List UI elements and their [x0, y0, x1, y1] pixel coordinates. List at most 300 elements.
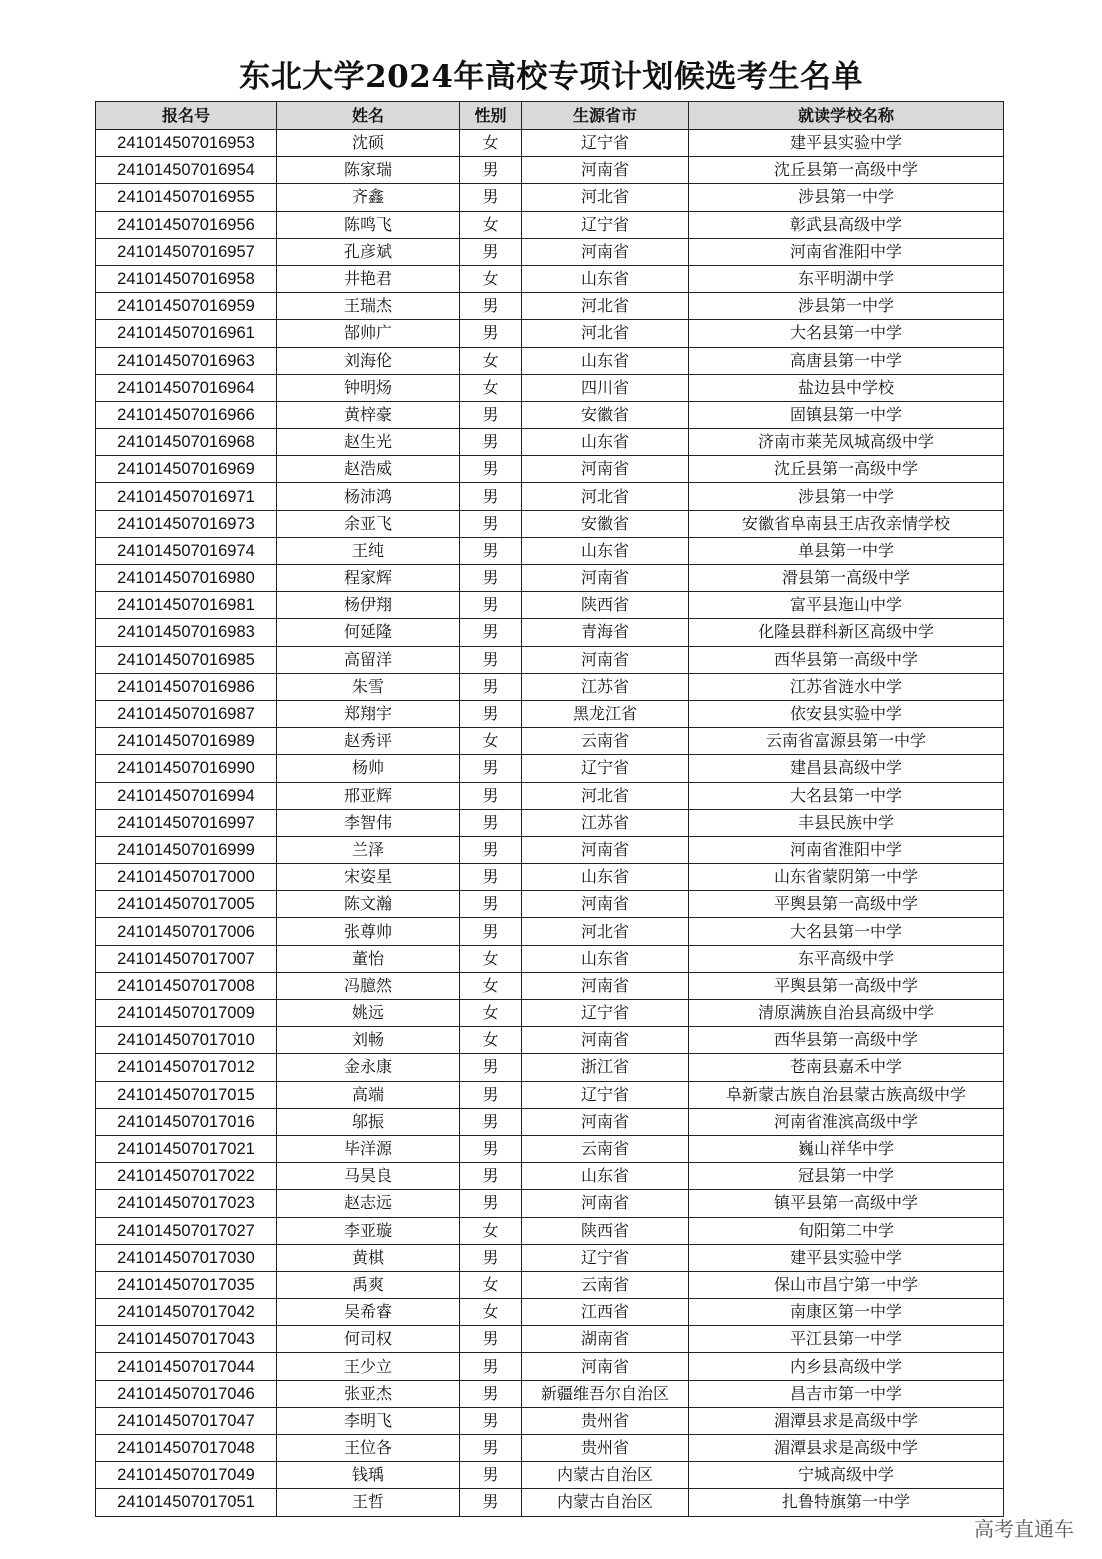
school-cell: 河南省淮阳中学 — [689, 836, 1004, 863]
name-cell: 陈鸣飞 — [277, 211, 460, 238]
table-row — [96, 1299, 1004, 1326]
table-row — [96, 864, 1004, 891]
column-header-name: 姓名 — [277, 102, 460, 130]
name-cell: 冯臆然 — [277, 972, 460, 999]
school-cell: 宁城高级中学 — [689, 1462, 1004, 1489]
table-row — [96, 1027, 1004, 1054]
province-cell: 山东省 — [522, 265, 689, 292]
school-cell: 依安县实验中学 — [689, 700, 1004, 727]
registration-number-cell: 241014507017015 — [96, 1081, 277, 1108]
school-cell: 湄潭县求是高级中学 — [689, 1435, 1004, 1462]
province-cell: 山东省 — [522, 429, 689, 456]
registration-number-cell: 241014507016963 — [96, 347, 277, 374]
registration-number-cell: 241014507016983 — [96, 619, 277, 646]
registration-number-cell: 241014507016987 — [96, 700, 277, 727]
gender-cell: 男 — [460, 157, 522, 184]
gender-cell: 男 — [460, 1163, 522, 1190]
registration-number-cell: 241014507016964 — [96, 374, 277, 401]
column-header-province: 生源省市 — [522, 102, 689, 130]
table-row — [96, 918, 1004, 945]
province-cell: 辽宁省 — [522, 130, 689, 157]
registration-number-cell: 241014507017043 — [96, 1326, 277, 1353]
province-cell: 贵州省 — [522, 1435, 689, 1462]
school-cell: 旬阳第二中学 — [689, 1217, 1004, 1244]
registration-number-cell: 241014507017042 — [96, 1299, 277, 1326]
registration-number-cell: 241014507017016 — [96, 1108, 277, 1135]
registration-number-cell: 241014507016966 — [96, 401, 277, 428]
registration-number-cell: 241014507016969 — [96, 456, 277, 483]
name-cell: 王位各 — [277, 1435, 460, 1462]
province-cell: 江西省 — [522, 1299, 689, 1326]
name-cell: 黄梓豪 — [277, 401, 460, 428]
province-cell: 山东省 — [522, 347, 689, 374]
school-cell: 丰县民族中学 — [689, 809, 1004, 836]
name-cell: 王哲 — [277, 1489, 460, 1516]
school-cell: 昌吉市第一中学 — [689, 1380, 1004, 1407]
province-cell: 江苏省 — [522, 809, 689, 836]
registration-number-cell: 241014507016985 — [96, 646, 277, 673]
table-row — [96, 1244, 1004, 1271]
gender-cell: 男 — [460, 238, 522, 265]
gender-cell: 男 — [460, 1462, 522, 1489]
registration-number-cell: 241014507017005 — [96, 891, 277, 918]
school-cell: 涉县第一中学 — [689, 293, 1004, 320]
school-cell: 彰武县高级中学 — [689, 211, 1004, 238]
school-cell: 东平明湖中学 — [689, 265, 1004, 292]
table-row — [96, 456, 1004, 483]
table-row — [96, 347, 1004, 374]
registration-number-cell: 241014507017021 — [96, 1135, 277, 1162]
gender-cell: 男 — [460, 592, 522, 619]
table-row — [96, 320, 1004, 347]
name-cell: 陈文瀚 — [277, 891, 460, 918]
registration-number-cell: 241014507016974 — [96, 537, 277, 564]
province-cell: 辽宁省 — [522, 755, 689, 782]
name-cell: 陈家瑞 — [277, 157, 460, 184]
school-cell: 河南省淮阳中学 — [689, 238, 1004, 265]
gender-cell: 男 — [460, 1108, 522, 1135]
gender-cell: 男 — [460, 1353, 522, 1380]
province-cell: 河南省 — [522, 456, 689, 483]
table-row — [96, 1462, 1004, 1489]
name-cell: 邢亚辉 — [277, 782, 460, 809]
table-row — [96, 755, 1004, 782]
school-cell: 单县第一中学 — [689, 537, 1004, 564]
school-cell: 内乡县高级中学 — [689, 1353, 1004, 1380]
school-cell: 湄潭县求是高级中学 — [689, 1407, 1004, 1434]
gender-cell: 男 — [460, 293, 522, 320]
school-cell: 阜新蒙古族自治县蒙古族高级中学 — [689, 1081, 1004, 1108]
table-row — [96, 673, 1004, 700]
province-cell: 辽宁省 — [522, 1000, 689, 1027]
table-row — [96, 972, 1004, 999]
gender-cell: 男 — [460, 565, 522, 592]
school-cell: 保山市昌宁第一中学 — [689, 1271, 1004, 1298]
province-cell: 山东省 — [522, 1163, 689, 1190]
gender-cell: 男 — [460, 891, 522, 918]
registration-number-cell: 241014507016973 — [96, 510, 277, 537]
school-cell: 涉县第一中学 — [689, 184, 1004, 211]
province-cell: 辽宁省 — [522, 211, 689, 238]
province-cell: 黑龙江省 — [522, 700, 689, 727]
table-row — [96, 1271, 1004, 1298]
gender-cell: 男 — [460, 836, 522, 863]
school-cell: 沈丘县第一高级中学 — [689, 456, 1004, 483]
registration-number-cell: 241014507016971 — [96, 483, 277, 510]
province-cell: 安徽省 — [522, 510, 689, 537]
registration-number-cell: 241014507016968 — [96, 429, 277, 456]
province-cell: 山东省 — [522, 537, 689, 564]
province-cell: 江苏省 — [522, 673, 689, 700]
name-cell: 郜帅广 — [277, 320, 460, 347]
province-cell: 山东省 — [522, 864, 689, 891]
registration-number-cell: 241014507017051 — [96, 1489, 277, 1516]
name-cell: 高留洋 — [277, 646, 460, 673]
name-cell: 井艳君 — [277, 265, 460, 292]
province-cell: 云南省 — [522, 728, 689, 755]
registration-number-cell: 241014507016980 — [96, 565, 277, 592]
school-cell: 大名县第一中学 — [689, 918, 1004, 945]
table-row — [96, 1000, 1004, 1027]
school-cell: 西华县第一高级中学 — [689, 1027, 1004, 1054]
table-row — [96, 211, 1004, 238]
table-row — [96, 1326, 1004, 1353]
table-row — [96, 700, 1004, 727]
province-cell: 河北省 — [522, 782, 689, 809]
gender-cell: 男 — [460, 864, 522, 891]
gender-cell: 男 — [460, 809, 522, 836]
school-cell: 盐边县中学校 — [689, 374, 1004, 401]
table-row — [96, 238, 1004, 265]
gender-cell: 女 — [460, 1217, 522, 1244]
province-cell: 河北省 — [522, 184, 689, 211]
table-row — [96, 510, 1004, 537]
name-cell: 邬振 — [277, 1108, 460, 1135]
school-cell: 建平县实验中学 — [689, 1244, 1004, 1271]
gender-cell: 男 — [460, 619, 522, 646]
registration-number-cell: 241014507016997 — [96, 809, 277, 836]
school-cell: 涉县第一中学 — [689, 483, 1004, 510]
name-cell: 高端 — [277, 1081, 460, 1108]
gender-cell: 女 — [460, 130, 522, 157]
registration-number-cell: 241014507017008 — [96, 972, 277, 999]
name-cell: 王纯 — [277, 537, 460, 564]
table-row — [96, 537, 1004, 564]
school-cell: 济南市莱芜凤城高级中学 — [689, 429, 1004, 456]
name-cell: 朱雪 — [277, 673, 460, 700]
registration-number-cell: 241014507017023 — [96, 1190, 277, 1217]
table-row — [96, 1135, 1004, 1162]
school-cell: 南康区第一中学 — [689, 1299, 1004, 1326]
table-row — [96, 1353, 1004, 1380]
registration-number-cell: 241014507016954 — [96, 157, 277, 184]
province-cell: 河南省 — [522, 972, 689, 999]
registration-number-cell: 241014507016994 — [96, 782, 277, 809]
registration-number-cell: 241014507017049 — [96, 1462, 277, 1489]
registration-number-cell: 241014507017007 — [96, 945, 277, 972]
registration-number-cell: 241014507016957 — [96, 238, 277, 265]
province-cell: 山东省 — [522, 945, 689, 972]
table-row — [96, 891, 1004, 918]
name-cell: 董怡 — [277, 945, 460, 972]
name-cell: 刘畅 — [277, 1027, 460, 1054]
province-cell: 河南省 — [522, 1353, 689, 1380]
school-cell: 冠县第一中学 — [689, 1163, 1004, 1190]
school-cell: 云南省富源县第一中学 — [689, 728, 1004, 755]
province-cell: 内蒙古自治区 — [522, 1489, 689, 1516]
name-cell: 张亚杰 — [277, 1380, 460, 1407]
school-cell: 平舆县第一高级中学 — [689, 891, 1004, 918]
registration-number-cell: 241014507016959 — [96, 293, 277, 320]
school-cell: 苍南县嘉禾中学 — [689, 1054, 1004, 1081]
province-cell: 新疆维吾尔自治区 — [522, 1380, 689, 1407]
table-row — [96, 1217, 1004, 1244]
name-cell: 禹爽 — [277, 1271, 460, 1298]
column-header-gender: 性别 — [460, 102, 522, 130]
province-cell: 陕西省 — [522, 1217, 689, 1244]
gender-cell: 男 — [460, 483, 522, 510]
table-row — [96, 592, 1004, 619]
province-cell: 河南省 — [522, 157, 689, 184]
school-cell: 平江县第一中学 — [689, 1326, 1004, 1353]
name-cell: 赵志远 — [277, 1190, 460, 1217]
gender-cell: 女 — [460, 374, 522, 401]
school-cell: 山东省蒙阴第一中学 — [689, 864, 1004, 891]
school-cell: 滑县第一高级中学 — [689, 565, 1004, 592]
registration-number-cell: 241014507016953 — [96, 130, 277, 157]
school-cell: 大名县第一中学 — [689, 782, 1004, 809]
school-cell: 江苏省涟水中学 — [689, 673, 1004, 700]
province-cell: 陕西省 — [522, 592, 689, 619]
name-cell: 孔彦斌 — [277, 238, 460, 265]
registration-number-cell: 241014507017044 — [96, 1353, 277, 1380]
registration-number-cell: 241014507016958 — [96, 265, 277, 292]
name-cell: 郑翔宇 — [277, 700, 460, 727]
name-cell: 金永康 — [277, 1054, 460, 1081]
school-cell: 富平县迤山中学 — [689, 592, 1004, 619]
name-cell: 李明飞 — [277, 1407, 460, 1434]
name-cell: 王瑞杰 — [277, 293, 460, 320]
province-cell: 河南省 — [522, 1108, 689, 1135]
school-cell: 固镇县第一中学 — [689, 401, 1004, 428]
school-cell: 巍山祥华中学 — [689, 1135, 1004, 1162]
gender-cell: 男 — [460, 1435, 522, 1462]
table-row — [96, 293, 1004, 320]
table-row — [96, 565, 1004, 592]
registration-number-cell: 241014507017030 — [96, 1244, 277, 1271]
registration-number-cell: 241014507016981 — [96, 592, 277, 619]
table-row — [96, 130, 1004, 157]
gender-cell: 男 — [460, 537, 522, 564]
table-row — [96, 619, 1004, 646]
province-cell: 安徽省 — [522, 401, 689, 428]
table-row — [96, 374, 1004, 401]
school-cell: 镇平县第一高级中学 — [689, 1190, 1004, 1217]
registration-number-cell: 241014507017006 — [96, 918, 277, 945]
watermark: 高考直通车 — [974, 1517, 1074, 1541]
school-cell: 安徽省阜南县王店孜亲情学校 — [689, 510, 1004, 537]
name-cell: 马昊良 — [277, 1163, 460, 1190]
name-cell: 张尊帅 — [277, 918, 460, 945]
registration-number-cell: 241014507017046 — [96, 1380, 277, 1407]
registration-number-cell: 241014507017012 — [96, 1054, 277, 1081]
gender-cell: 女 — [460, 211, 522, 238]
name-cell: 刘海伦 — [277, 347, 460, 374]
table-row — [96, 1435, 1004, 1462]
province-cell: 湖南省 — [522, 1326, 689, 1353]
table-row — [96, 1163, 1004, 1190]
gender-cell: 女 — [460, 972, 522, 999]
table-row — [96, 782, 1004, 809]
name-cell: 杨沛鸿 — [277, 483, 460, 510]
province-cell: 青海省 — [522, 619, 689, 646]
table-row — [96, 1054, 1004, 1081]
table-row — [96, 1407, 1004, 1434]
name-cell: 程家辉 — [277, 565, 460, 592]
table-row — [96, 184, 1004, 211]
registration-number-cell: 241014507016986 — [96, 673, 277, 700]
name-cell: 钟明炀 — [277, 374, 460, 401]
registration-number-cell: 241014507017027 — [96, 1217, 277, 1244]
school-cell: 沈丘县第一高级中学 — [689, 157, 1004, 184]
gender-cell: 男 — [460, 320, 522, 347]
registration-number-cell: 241014507016990 — [96, 755, 277, 782]
gender-cell: 男 — [460, 510, 522, 537]
gender-cell: 女 — [460, 1000, 522, 1027]
name-cell: 吴希睿 — [277, 1299, 460, 1326]
registration-number-cell: 241014507016956 — [96, 211, 277, 238]
school-cell: 扎鲁特旗第一中学 — [689, 1489, 1004, 1516]
name-cell: 李智伟 — [277, 809, 460, 836]
table-row — [96, 429, 1004, 456]
gender-cell: 女 — [460, 945, 522, 972]
school-cell: 西华县第一高级中学 — [689, 646, 1004, 673]
name-cell: 杨帅 — [277, 755, 460, 782]
province-cell: 辽宁省 — [522, 1244, 689, 1271]
registration-number-cell: 241014507016955 — [96, 184, 277, 211]
gender-cell: 男 — [460, 1054, 522, 1081]
gender-cell: 女 — [460, 1027, 522, 1054]
name-cell: 王少立 — [277, 1353, 460, 1380]
table-body — [96, 130, 1004, 1517]
school-cell: 建昌县高级中学 — [689, 755, 1004, 782]
name-cell: 余亚飞 — [277, 510, 460, 537]
gender-cell: 男 — [460, 429, 522, 456]
registration-number-cell: 241014507017022 — [96, 1163, 277, 1190]
province-cell: 河北省 — [522, 293, 689, 320]
table-row — [96, 809, 1004, 836]
table-row — [96, 1190, 1004, 1217]
name-cell: 何延隆 — [277, 619, 460, 646]
name-cell: 齐鑫 — [277, 184, 460, 211]
school-cell: 化隆县群科新区高级中学 — [689, 619, 1004, 646]
province-cell: 河北省 — [522, 483, 689, 510]
table-row — [96, 1380, 1004, 1407]
table-row — [96, 1108, 1004, 1135]
gender-cell: 男 — [460, 184, 522, 211]
school-cell: 建平县实验中学 — [689, 130, 1004, 157]
name-cell: 姚远 — [277, 1000, 460, 1027]
name-cell: 赵秀评 — [277, 728, 460, 755]
school-cell: 清原满族自治县高级中学 — [689, 1000, 1004, 1027]
registration-number-cell: 241014507017048 — [96, 1435, 277, 1462]
candidate-table — [95, 101, 1004, 1517]
gender-cell: 男 — [460, 1244, 522, 1271]
school-cell: 大名县第一中学 — [689, 320, 1004, 347]
name-cell: 毕洋源 — [277, 1135, 460, 1162]
gender-cell: 男 — [460, 401, 522, 428]
registration-number-cell: 241014507016961 — [96, 320, 277, 347]
gender-cell: 男 — [460, 1489, 522, 1516]
province-cell: 河南省 — [522, 1190, 689, 1217]
table-row — [96, 836, 1004, 863]
registration-number-cell: 241014507017035 — [96, 1271, 277, 1298]
gender-cell: 女 — [460, 265, 522, 292]
gender-cell: 男 — [460, 918, 522, 945]
gender-cell: 男 — [460, 646, 522, 673]
gender-cell: 男 — [460, 1190, 522, 1217]
name-cell: 沈硕 — [277, 130, 460, 157]
gender-cell: 男 — [460, 1135, 522, 1162]
name-cell: 兰泽 — [277, 836, 460, 863]
table-row — [96, 728, 1004, 755]
gender-cell: 男 — [460, 755, 522, 782]
name-cell: 杨伊翔 — [277, 592, 460, 619]
school-cell: 东平高级中学 — [689, 945, 1004, 972]
school-cell: 河南省淮滨高级中学 — [689, 1108, 1004, 1135]
table-row — [96, 483, 1004, 510]
registration-number-cell: 241014507016989 — [96, 728, 277, 755]
table-row — [96, 401, 1004, 428]
table-row — [96, 945, 1004, 972]
name-cell: 宋姿星 — [277, 864, 460, 891]
page-title: 东北大学2024年高校专项计划候选考生名单 — [239, 59, 863, 95]
registration-number-cell: 241014507017047 — [96, 1407, 277, 1434]
name-cell: 何司权 — [277, 1326, 460, 1353]
province-cell: 河南省 — [522, 565, 689, 592]
registration-number-cell: 241014507017000 — [96, 864, 277, 891]
province-cell: 河北省 — [522, 918, 689, 945]
table-row — [96, 157, 1004, 184]
school-cell: 高唐县第一中学 — [689, 347, 1004, 374]
registration-number-cell: 241014507017010 — [96, 1027, 277, 1054]
gender-cell: 女 — [460, 1299, 522, 1326]
column-header-registration-number: 报名号 — [96, 102, 277, 130]
gender-cell: 女 — [460, 1271, 522, 1298]
province-cell: 河南省 — [522, 891, 689, 918]
name-cell: 李亚璇 — [277, 1217, 460, 1244]
table-row — [96, 1081, 1004, 1108]
column-header-school: 就读学校名称 — [689, 102, 1004, 130]
gender-cell: 男 — [460, 456, 522, 483]
registration-number-cell: 241014507017009 — [96, 1000, 277, 1027]
table-row — [96, 265, 1004, 292]
gender-cell: 男 — [460, 700, 522, 727]
province-cell: 河南省 — [522, 238, 689, 265]
name-cell: 黄棋 — [277, 1244, 460, 1271]
registration-number-cell: 241014507016999 — [96, 836, 277, 863]
province-cell: 云南省 — [522, 1271, 689, 1298]
gender-cell: 男 — [460, 1081, 522, 1108]
table-header-row — [96, 102, 1004, 130]
name-cell: 钱瑀 — [277, 1462, 460, 1489]
gender-cell: 男 — [460, 1407, 522, 1434]
province-cell: 河南省 — [522, 1027, 689, 1054]
province-cell: 河北省 — [522, 320, 689, 347]
province-cell: 河南省 — [522, 836, 689, 863]
gender-cell: 男 — [460, 1326, 522, 1353]
province-cell: 河南省 — [522, 646, 689, 673]
